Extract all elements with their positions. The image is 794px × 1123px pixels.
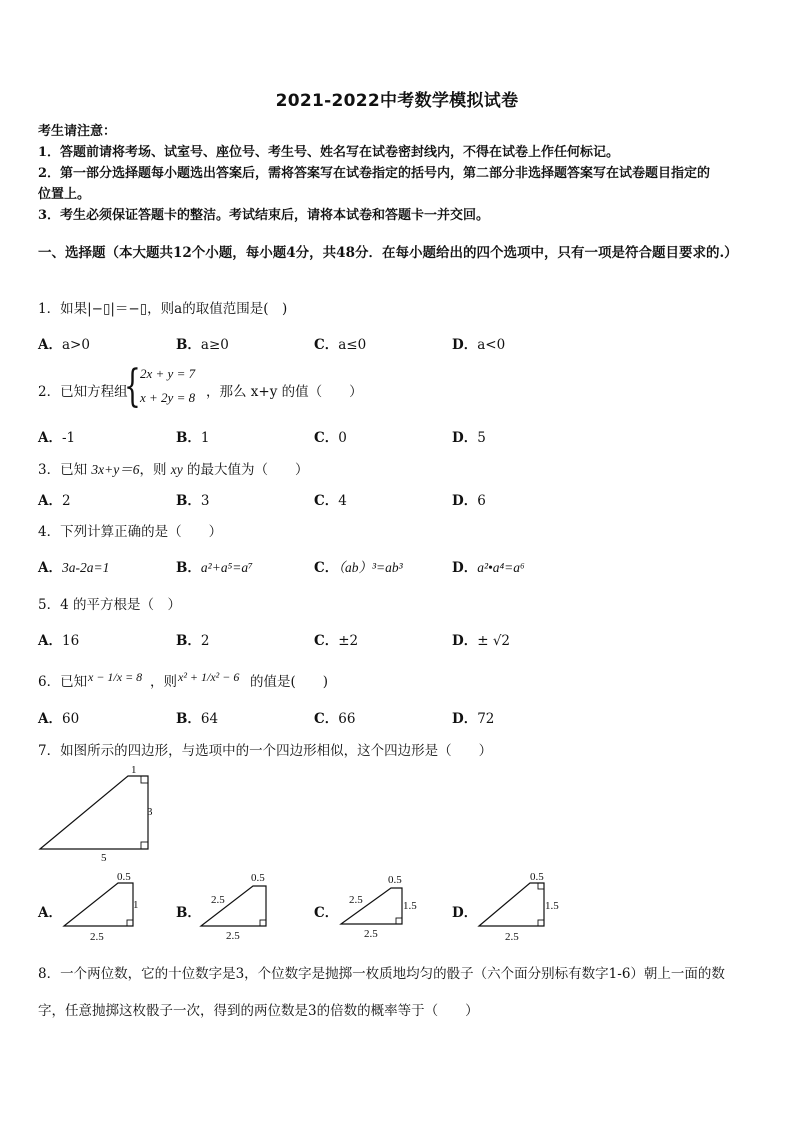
- svg-text:1.5: 1.5: [403, 900, 417, 912]
- q7-option-b[interactable]: B．: [176, 905, 201, 921]
- q6-option-c[interactable]: C．66: [314, 711, 356, 727]
- notice-item-3: 3．考生必须保证答题卡的整洁。考试结束后，请将本试卷和答题卡一并交回。: [38, 208, 490, 223]
- q5-option-a[interactable]: A．16: [38, 633, 80, 649]
- q6-expression-2: x² + 1/x² − 6: [178, 670, 240, 684]
- svg-text:0.5: 0.5: [530, 871, 544, 883]
- notice-item-1: 1．答题前请将考场、试室号、座位号、考生号、姓名写在试卷密封线内，不得在试卷上作任何标记。: [38, 145, 620, 160]
- svg-text:2.5: 2.5: [226, 930, 240, 942]
- q3-option-d[interactable]: D．6: [452, 493, 486, 509]
- svg-text:1.5: 1.5: [545, 900, 559, 912]
- question-7: 7．如图所示的四边形，与选项中的一个四边形相似，这个四边形是（ ）: [38, 743, 493, 759]
- q7-option-b-figure: [201, 872, 266, 942]
- q6-expression-1: x − 1/x = 8: [88, 670, 143, 684]
- svg-text:2.5: 2.5: [349, 894, 363, 906]
- q2-option-b[interactable]: B．1: [176, 430, 210, 446]
- question-5: 5．4 的平方根是（ ）: [38, 597, 181, 613]
- q1-option-c[interactable]: C．a≤0: [314, 337, 367, 353]
- q2-suffix: ，那么 x+y 的值（ ）: [206, 384, 363, 400]
- q6-mid: ，则: [150, 674, 177, 690]
- q7-option-c-figure: [341, 874, 417, 940]
- question-8-line-1: 8．一个两位数，它的十位数字是3，个位数字是抛掷一枚质地均匀的骰子（六个面分别标有数字1-6）朝上一面的数: [38, 966, 725, 982]
- q1-option-a[interactable]: A．a>0: [38, 337, 90, 353]
- main-top-label: 1: [131, 764, 137, 776]
- q2-equation-2: x + 2y = 8: [140, 390, 196, 405]
- q3-equation: 3x+y＝6: [91, 462, 140, 477]
- q1-option-b[interactable]: B．a≥0: [176, 337, 229, 353]
- q1-expression: |−▯|＝−▯: [87, 301, 148, 317]
- q6-suffix: 的值是( ): [250, 674, 329, 690]
- q4-option-a[interactable]: A．3a-2a=1: [38, 560, 110, 576]
- svg-text:2.5: 2.5: [211, 894, 225, 906]
- main-bottom-label: 5: [101, 852, 107, 864]
- q6-prefix: 6．已知: [38, 674, 88, 690]
- q4-option-d[interactable]: D．a²•a⁴=a⁶: [452, 560, 525, 576]
- q4-option-c[interactable]: C．（ab）³=ab³: [314, 560, 403, 576]
- q1-option-d[interactable]: D．a<0: [452, 337, 506, 353]
- q6-option-a[interactable]: A．60: [38, 711, 80, 727]
- svg-text:2.5: 2.5: [364, 928, 378, 940]
- question-8-line-2: 字，任意抛掷这枚骰子一次，得到的两位数是3的倍数的概率等于（ ）: [38, 1003, 479, 1019]
- svg-text:2.5: 2.5: [90, 931, 104, 943]
- main-right-label: 3: [147, 806, 153, 818]
- q3-variable: xy: [170, 462, 183, 477]
- q4-option-b[interactable]: B．a²+a⁵=a⁷: [176, 560, 253, 576]
- q1-prefix: 1．如果: [38, 301, 88, 317]
- notice-item-2-cont: 位置上。: [38, 187, 91, 202]
- notice-item-2: 2．第一部分选择题每小题选出答案后，需将答案写在试卷指定的括号内，第二部分非选择题答案写在试卷题目指定的: [38, 166, 711, 181]
- svg-text:0.5: 0.5: [251, 872, 265, 884]
- q1-suffix: ，则a的取值范围是( ): [147, 301, 288, 317]
- page-title: 2021-2022中考数学模拟试卷: [275, 91, 519, 111]
- q2-option-d[interactable]: D．5: [452, 430, 486, 446]
- q7-main-trapezoid: [40, 764, 153, 864]
- q7-option-a[interactable]: A．: [38, 905, 62, 921]
- q5-option-d[interactable]: D．± √2: [452, 633, 511, 649]
- q3-option-a[interactable]: A．2: [38, 493, 71, 509]
- q2-brace: {: [124, 361, 141, 412]
- q3-option-c[interactable]: C．4: [314, 493, 347, 509]
- svg-text:0.5: 0.5: [388, 874, 402, 886]
- question-4: 4．下列计算正确的是（ ）: [38, 524, 223, 540]
- q5-option-c[interactable]: C．±2: [314, 633, 359, 649]
- section-heading: 一、选择题（本大题共12个小题，每小题4分，共48分．在每小题给出的四个选项中，只有一项是符合题目要求的.）: [38, 245, 738, 261]
- q7-option-a-figure: [64, 871, 139, 943]
- svg-text:0.5: 0.5: [117, 871, 131, 883]
- q2-equation-1: 2x + y = 7: [140, 366, 196, 381]
- svg-text:2.5: 2.5: [505, 931, 519, 943]
- q7-option-d-figure: [479, 871, 559, 943]
- q3-option-b[interactable]: B．3: [176, 493, 210, 509]
- q7-option-d[interactable]: D．: [452, 905, 478, 921]
- q2-prefix: 2．已知方程组: [38, 384, 128, 400]
- q6-option-b[interactable]: B．64: [176, 711, 219, 727]
- q7-option-c[interactable]: C．: [314, 905, 339, 921]
- q2-option-c[interactable]: C．0: [314, 430, 347, 446]
- q6-option-d[interactable]: D．72: [452, 711, 495, 727]
- svg-text:1: 1: [133, 899, 139, 911]
- q5-option-b[interactable]: B．2: [176, 633, 210, 649]
- notice-heading: 考生请注意：: [38, 124, 117, 139]
- question-3: 3．已知 3x+y＝6，则 xy 的最大值为（ ）: [38, 462, 309, 478]
- q2-option-a[interactable]: A．-1: [38, 430, 76, 446]
